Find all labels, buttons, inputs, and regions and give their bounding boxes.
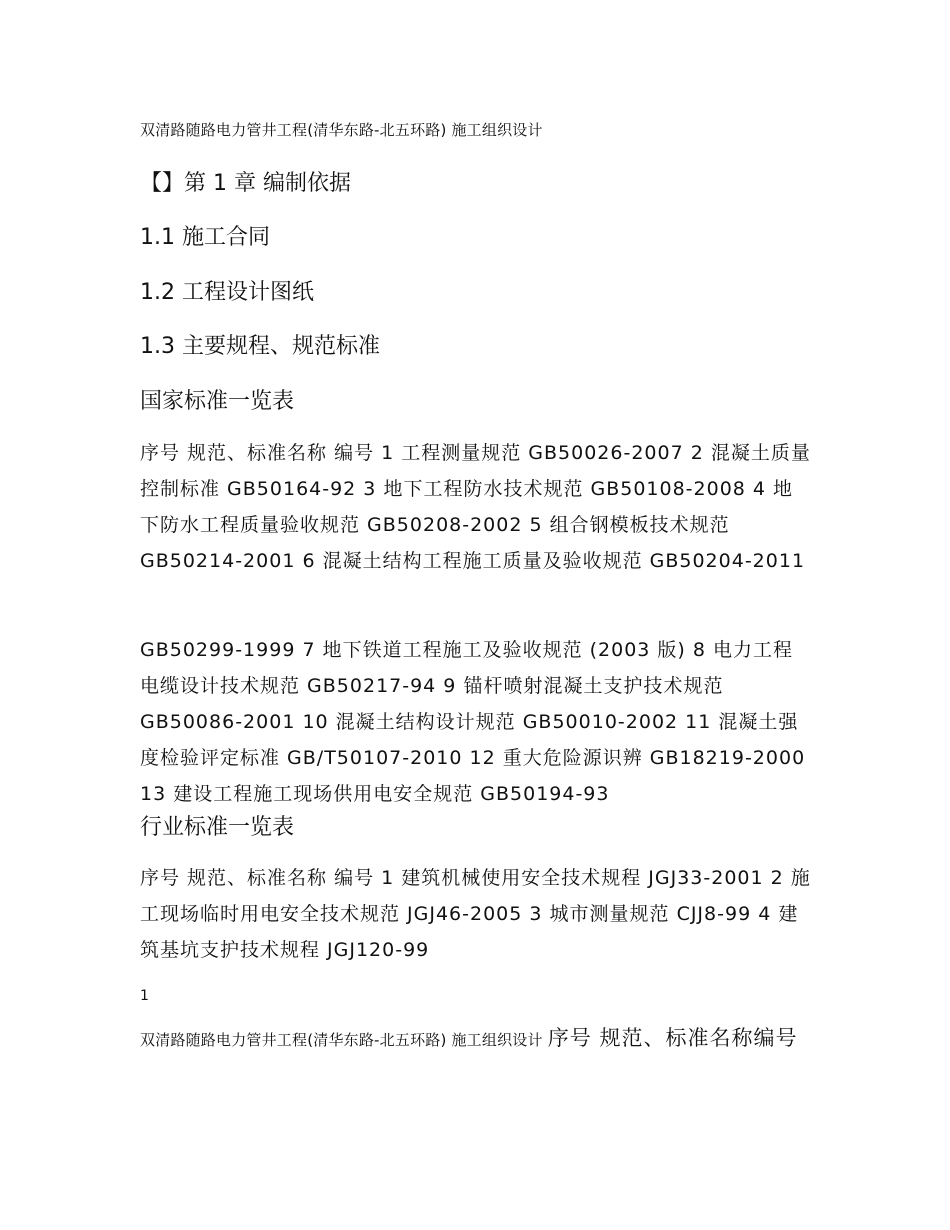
continued-table-header: 序号 规范、标准名称编号 [547,1026,798,1050]
industry-standards-title: 行业标准一览表 [140,815,295,840]
national-standards-title: 国家标准一览表 [140,389,295,414]
industry-standards-paragraph: 序号 规范、标准名称 编号 1 建筑机械使用安全技术规程 JGJ33-2001 2 施工现场临时用电安全技术规范 JGJ46-2005 3 城市测量规范 CJJ8-99 4 建筑基坑支护技术规程 JGJ120-99 [140,867,811,961]
chapter-title: 【】第 1 章 编制依据 [140,171,351,196]
section-heading-1-1: 1.1 施工合同 [140,225,270,250]
section-heading-1-2: 1.2 工程设计图纸 [140,280,314,305]
next-page-start [140,1024,820,1054]
repeated-document-header: 双清路随路电力管井工程(清华东路-北五环路) 施工组织设计 [140,1031,543,1049]
section-heading-1-3: 1.3 主要规程、规范标准 [140,334,380,359]
national-standards-paragraph-2: GB50299-1999 7 地下铁道工程施工及验收规范 (2003 版) 8 电力工程电缆设计技术规范 GB50217-94 9 锚杆喷射混凝土支护技术规范 GB50086-2001 10 混凝土结构设计规范 GB50010-2002 11 混凝土强度检验评定标准 GB/T50107-2010 12 重大危险源识辨 GB18219-2000 13 建设工程施工现场供用电安全规范 GB50194-93 [140,639,806,805]
document-header: 双清路随路电力管井工程(清华东路-北五环路) 施工组织设计 [140,121,543,139]
national-standards-paragraph-1: 序号 规范、标准名称 编号 1 工程测量规范 GB50026-2007 2 混凝土质量控制标准 GB50164-92 3 地下工程防水技术规范 GB50108-2008 4 地下防水工程质量验收规范 GB50208-2002 5 组合钢模板技术规范 GB50214-2001 6 混凝土结构工程施工质量及验收规范 GB50204-2011 [140,442,811,572]
page-number: 1 [140,988,149,1004]
